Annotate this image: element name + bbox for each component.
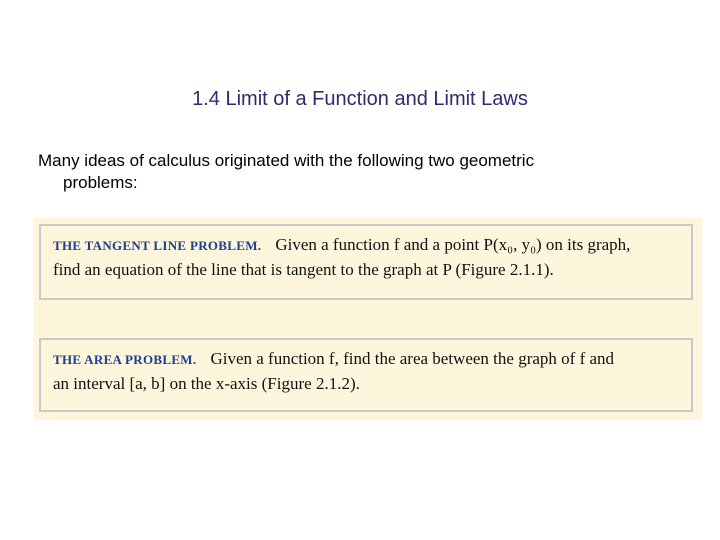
- area-problem-text-1: Given a function f, find the area between the graph of f and: [210, 349, 615, 368]
- problems-panel: [34, 218, 702, 420]
- slide-title: 1.4 Limit of a Function and Limit Laws: [192, 88, 528, 110]
- intro-line-1: Many ideas of calculus originated with the following two geometric: [38, 151, 535, 170]
- tangent-problem-text-1: Given a function f and a point P(x₀, y₀) on its graph,: [275, 235, 631, 254]
- tangent-problem-line-1: [53, 233, 681, 258]
- tangent-line-problem-box: [39, 224, 693, 300]
- tangent-problem-heading: THE TANGENT LINE PROBLEM.: [53, 238, 262, 253]
- tangent-problem-text-2: find an equation of the line that is tangent to the graph at P (Figure 2.1.1).: [53, 260, 554, 279]
- area-problem-heading: THE AREA PROBLEM.: [53, 352, 197, 367]
- area-problem-box: [39, 338, 693, 412]
- area-problem-line-1: [53, 347, 681, 372]
- area-problem-text-2: an interval [a, b] on the x-axis (Figure 2.1.2).: [53, 374, 360, 393]
- intro-line-2: problems:: [63, 173, 138, 192]
- intro-paragraph: [38, 150, 658, 194]
